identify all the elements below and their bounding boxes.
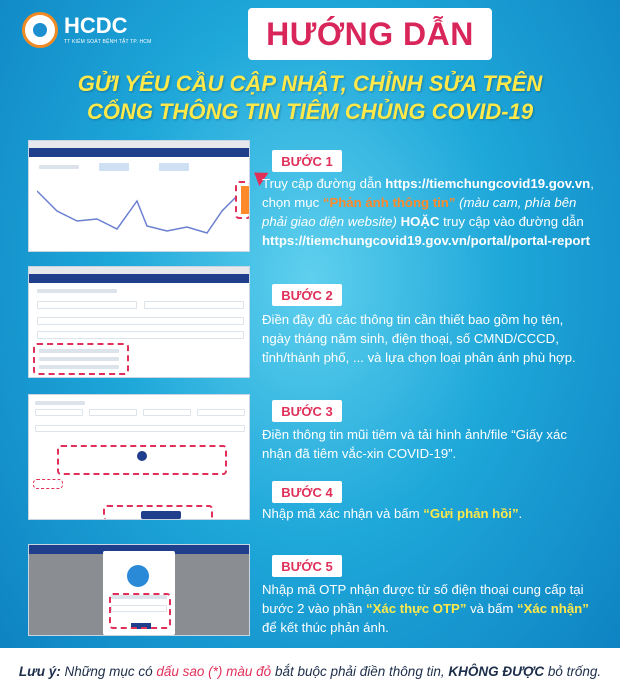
page-subtitle — [0, 70, 620, 126]
step5-label: BƯỚC 5 — [272, 555, 342, 577]
shield-icon — [127, 565, 149, 587]
report-url[interactable]: https://tiemchungcovid19.gov.vn/portal/portal-report — [262, 233, 590, 248]
step4-text: Nhập mã xác nhận và bấm “Gửi phản hồi”. — [262, 506, 523, 521]
step1-screenshot — [28, 140, 250, 252]
vaccination-chart-thumbnail — [37, 181, 237, 241]
step2-highlight — [33, 343, 129, 375]
subtitle-line-2: CỔNG THÔNG TIN TIÊM CHỦNG COVID-19 — [86, 99, 534, 124]
subtitle-line-1: GỬI YÊU CẦU CẬP NHẬT, CHỈNH SỬA TRÊN — [77, 71, 543, 96]
site-url[interactable]: https://tiemchungcovid19.gov.vn — [385, 176, 591, 191]
upload-icon — [137, 451, 147, 461]
step1-highlight — [235, 181, 250, 219]
step1-text: Truy cập đường dẫn https://tiemchungcovid19.gov.vn, chọn mục “Phản ánh thông tin” (màu cam, phía bên phải giao diện website) HOẶC truy cập vào đường dẫn https://tiemchungcovid19.gov.vn/portal/portal-report — [262, 176, 594, 248]
step2-label: BƯỚC 2 — [272, 284, 342, 306]
footer-note: Lưu ý: Những mục có dấu sao (*) màu đỏ bắt buộc phải điền thông tin, KHÔNG ĐƯỢC bỏ trống. — [0, 648, 620, 694]
step2-screenshot — [28, 266, 250, 378]
step2-text: Điền đầy đủ các thông tin cần thiết bao gồm họ tên, ngày tháng năm sinh, điện thoại, số CMND/CCCD, tỉnh/thành phố, ... và lựa chọn loại phản ánh phù hợp. — [262, 312, 576, 365]
logo-subtitle: TT KIỂM SOÁT BỆNH TẬT TP. HCM — [64, 39, 152, 45]
step3-screenshot — [28, 394, 250, 520]
hcdc-emblem-icon — [22, 12, 58, 48]
step3-text: Điền thông tin mũi tiêm và tải hình ảnh/file “Giấy xác nhận đã tiêm vắc-xin COVID-19”. — [262, 427, 567, 461]
logo-name: HCDC — [64, 13, 128, 38]
step1-label: BƯỚC 1 — [272, 150, 342, 172]
step5-screenshot — [28, 544, 250, 636]
step3-label: BƯỚC 3 — [272, 400, 342, 422]
step5-highlight — [109, 593, 171, 629]
step4-highlight — [103, 505, 213, 520]
step4-label: BƯỚC 4 — [272, 481, 342, 503]
page-title: HƯỚNG DẪN — [248, 8, 492, 60]
hcdc-logo — [22, 12, 152, 48]
step5-text: Nhập mã OTP nhận được từ số điện thoại cung cấp tại bước 2 vào phần “Xác thực OTP” và bấm “Xác nhận” để kết thúc phản ánh. — [262, 582, 589, 635]
captcha-highlight — [33, 479, 63, 489]
